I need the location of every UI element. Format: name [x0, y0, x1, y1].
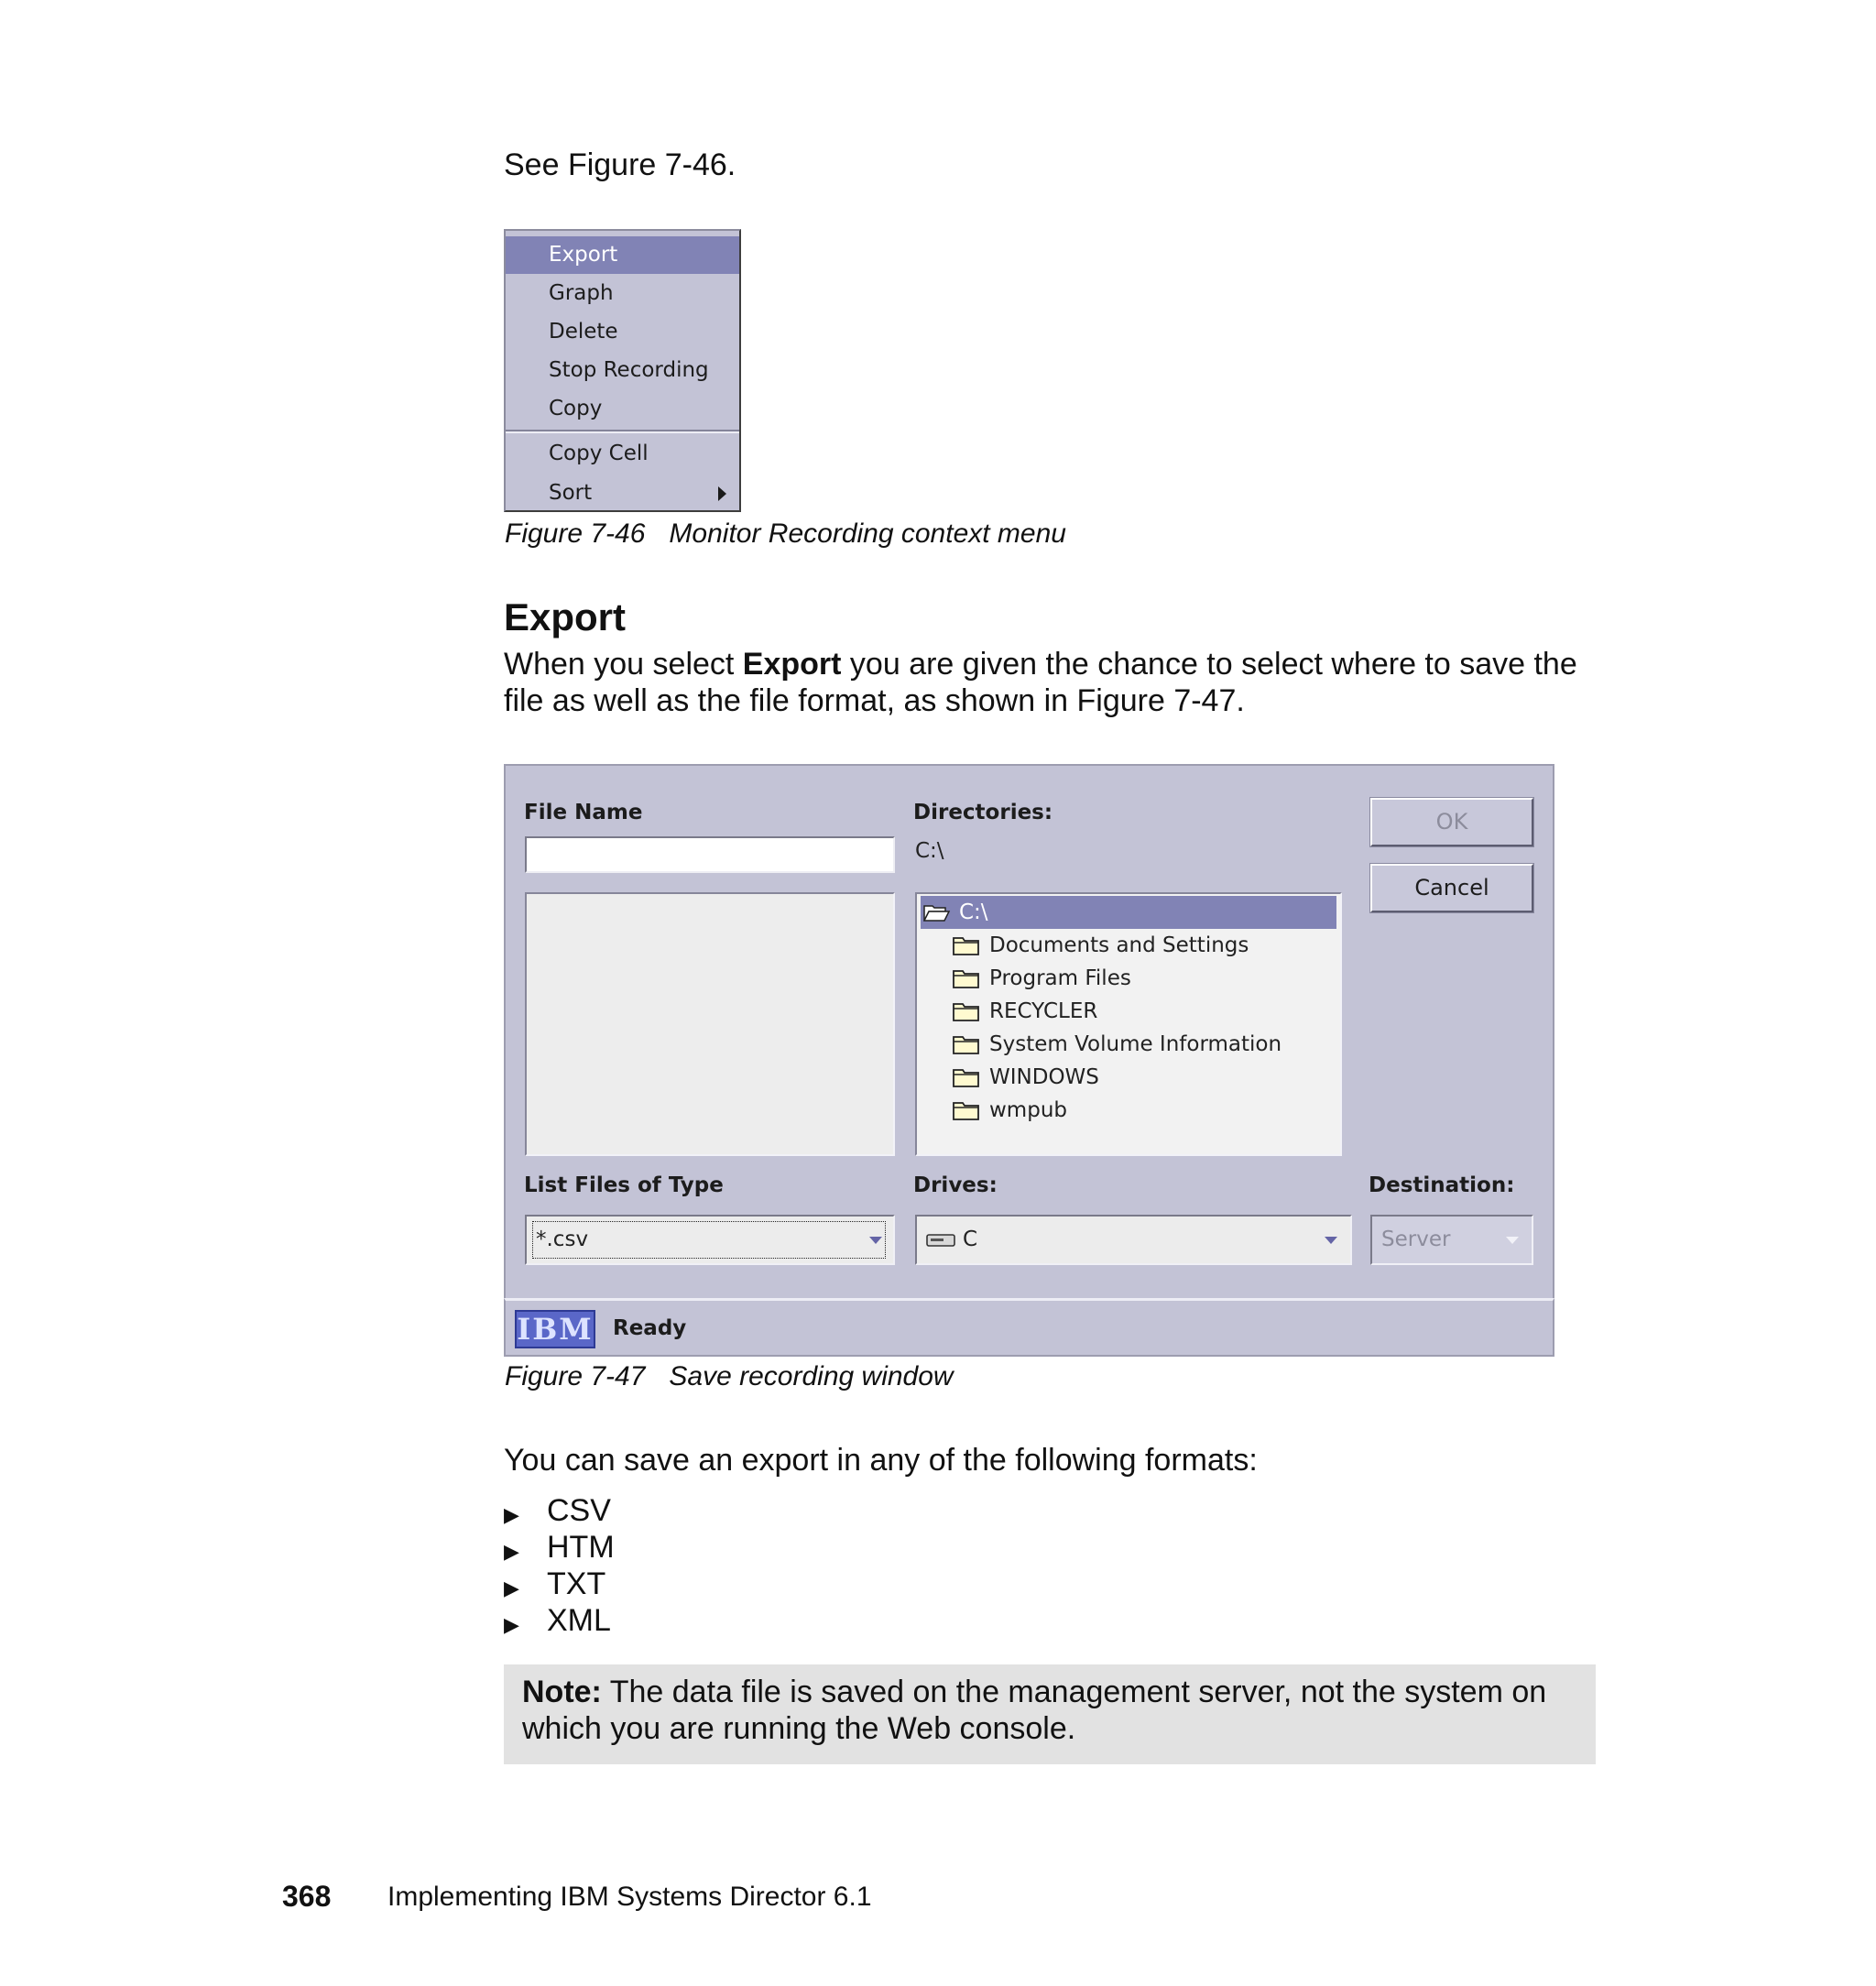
figure-title: Monitor Recording context menu [669, 518, 1066, 549]
list-item: CSV [547, 1493, 611, 1528]
bullet-icon: ▶ [504, 1577, 519, 1599]
menu-item-copy[interactable]: Copy [549, 397, 603, 420]
section-heading: Export [504, 595, 627, 638]
list-item: HTM [547, 1530, 615, 1565]
folder-icon [953, 1034, 980, 1054]
status-text: Ready [613, 1316, 687, 1340]
destination-value: Server [1381, 1228, 1451, 1251]
dir-item-label: Program Files [989, 966, 1131, 990]
note-label: Note: [522, 1675, 602, 1709]
footer-title: Implementing IBM Systems Director 6.1 [387, 1882, 872, 1912]
dir-item-label: C:\ [959, 900, 988, 924]
bullet-icon: ▶ [504, 1503, 519, 1526]
open-folder-icon [923, 902, 951, 922]
ok-button[interactable]: OK [1370, 798, 1533, 846]
dir-item[interactable] [921, 962, 1336, 995]
menu-item-stop-recording[interactable]: Stop Recording [549, 358, 709, 382]
note-text: The data file is saved on the management server, not the system on [601, 1675, 1547, 1709]
file-type-label: List Files of Type [524, 1173, 724, 1197]
note-text-line2: which you are running the Web console. [522, 1711, 1076, 1746]
file-type-select[interactable] [525, 1215, 895, 1265]
list-item: TXT [547, 1566, 606, 1601]
section-paragraph [504, 646, 1603, 719]
dir-item-label: Documents and Settings [989, 933, 1249, 957]
menu-item-export[interactable]: Export [506, 236, 739, 274]
bullet-icon: ▶ [504, 1540, 519, 1563]
destination-select[interactable] [1370, 1215, 1533, 1265]
menu-separator [506, 430, 739, 433]
folder-icon [953, 968, 980, 988]
figure-caption-7-47 [505, 1361, 954, 1392]
figure-caption-7-46 [505, 518, 1066, 550]
drive-icon [926, 1232, 955, 1249]
list-item: XML [547, 1603, 611, 1638]
cancel-button[interactable]: Cancel [1370, 864, 1533, 912]
figure-number: Figure 7-46 [505, 518, 646, 549]
formats-intro: You can save an export in any of the following formats: [504, 1443, 1258, 1478]
menu-item-graph[interactable]: Graph [549, 281, 614, 305]
dir-item-label: RECYCLER [989, 999, 1098, 1023]
para-bold-export: Export [742, 647, 842, 682]
figure-title: Save recording window [669, 1361, 954, 1391]
dir-item[interactable] [921, 929, 1336, 962]
chevron-down-icon [869, 1237, 882, 1244]
submenu-arrow-icon [718, 486, 726, 501]
dir-item[interactable] [921, 1094, 1336, 1127]
file-name-label: File Name [524, 801, 643, 824]
dir-item-label: wmpub [989, 1098, 1067, 1122]
menu-item-copy-cell[interactable]: Copy Cell [549, 442, 649, 465]
folder-icon [953, 935, 980, 955]
para-text: When you select [504, 647, 743, 682]
chevron-down-icon [1325, 1237, 1337, 1244]
intro-text: See Figure 7-46. [504, 147, 736, 182]
dir-item[interactable] [921, 1061, 1336, 1094]
drive-value: C [963, 1228, 978, 1251]
chevron-down-icon [1506, 1237, 1519, 1244]
menu-item-sort[interactable] [506, 475, 739, 512]
status-bar [504, 1298, 1554, 1357]
menu-item-sort-label: Sort [549, 481, 593, 505]
menu-item-delete[interactable]: Delete [549, 320, 618, 344]
save-recording-dialog [504, 764, 1554, 1357]
ibm-logo: IBM [515, 1310, 595, 1348]
para-text-line2: file as well as the file format, as shown in Figure 7-47. [504, 683, 1245, 718]
current-directory: C:\ [915, 839, 944, 863]
drives-select[interactable] [915, 1215, 1352, 1265]
destination-label: Destination: [1369, 1173, 1515, 1197]
folder-icon [953, 1100, 980, 1120]
bullet-icon: ▶ [504, 1613, 519, 1636]
dir-item-root[interactable] [921, 896, 1336, 929]
dir-item-label: WINDOWS [989, 1065, 1099, 1089]
note-box [504, 1664, 1596, 1764]
figure-number: Figure 7-47 [505, 1361, 646, 1391]
file-name-input[interactable] [525, 836, 895, 873]
file-type-value: *.csv [536, 1228, 589, 1251]
dir-item-label: System Volume Information [989, 1032, 1282, 1056]
folder-icon [953, 1067, 980, 1087]
directory-tree[interactable] [915, 892, 1342, 1156]
directories-label: Directories: [913, 801, 1053, 824]
drives-label: Drives: [913, 1173, 998, 1197]
context-menu [504, 229, 741, 512]
file-list[interactable] [525, 892, 895, 1156]
folder-icon [953, 1001, 980, 1021]
para-text: you are given the chance to select where to save the [841, 647, 1577, 682]
dir-item[interactable] [921, 1028, 1336, 1061]
dir-item[interactable] [921, 995, 1336, 1028]
page-number: 368 [282, 1880, 332, 1913]
